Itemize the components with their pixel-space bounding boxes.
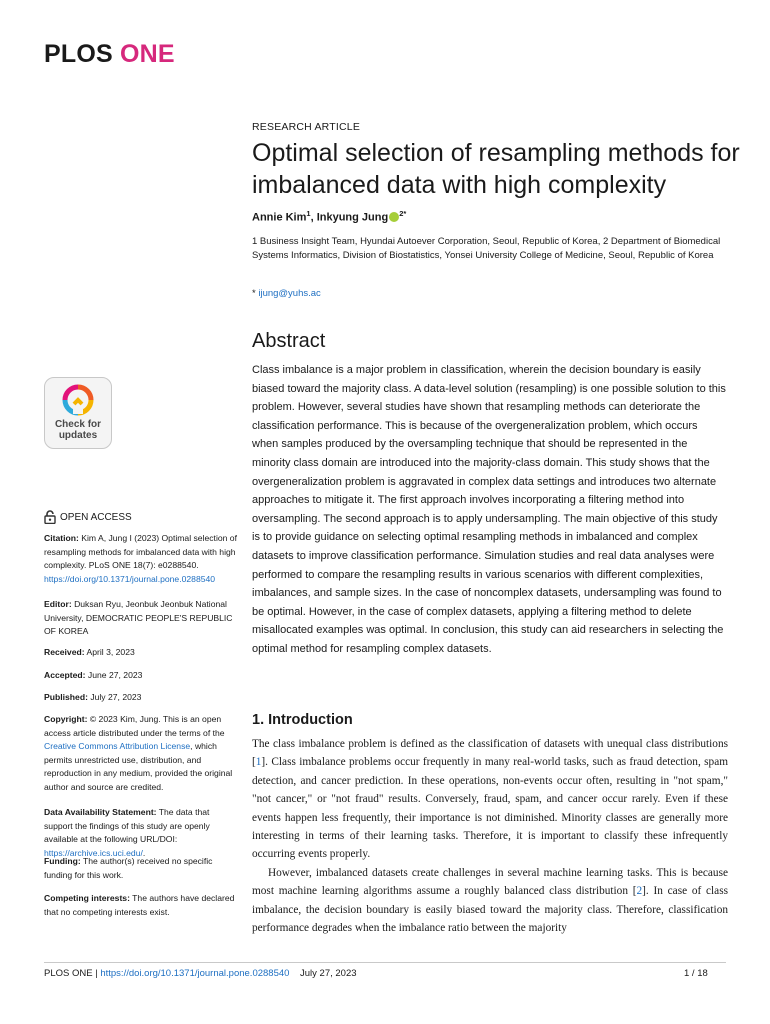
- paragraph-text: However, imbalanced datasets create challenges in several machine learning tasks. This is because most machine learning algorithms assume a roughly balanced class distribution [: [252, 866, 728, 898]
- competing-interests-block: [44, 892, 240, 919]
- logo-plos: PLOS: [44, 40, 113, 68]
- funding-label: Funding:: [44, 856, 81, 866]
- accepted-label: Accepted:: [44, 670, 86, 680]
- editor-block: [44, 598, 240, 639]
- article-title: Optimal selection of resampling methods for imbalanced data with high complexity: [252, 139, 740, 199]
- orcid-icon[interactable]: [389, 212, 399, 222]
- received-date: [44, 646, 240, 660]
- affiliations: 1 Business Insight Team, Hyundai Autoever Corporation, Seoul, Republic of Korea, 2 Department of Biomedical Systems Informatics, Division of Biostatistics, Yonsei University College of Medicine, Seoul, Republic of Korea: [252, 236, 721, 261]
- author-name[interactable]: Inkyung Jung: [316, 211, 389, 224]
- badge-line-1: Check for: [54, 419, 102, 430]
- copyright-text: © 2023 Kim, Jung. This is an open access article distributed under the terms of the: [44, 714, 225, 738]
- citation-text: Kim A, Jung I (2023) Optimal selection of resampling methods for imbalanced data with high complexity. PLoS ONE 18(7): e0288540.: [44, 533, 237, 571]
- check-updates-icon: [62, 384, 94, 416]
- paragraph: [252, 735, 728, 864]
- footer-date: July 27, 2023: [300, 968, 357, 979]
- competing-label: Competing interests:: [44, 893, 130, 903]
- received-value: April 3, 2023: [84, 647, 135, 657]
- footer-journal: PLOS ONE: [44, 968, 93, 979]
- copyright-text-end: , which permits unrestricted use, distribution, and reproduction in any medium, provided the original author and source are credited.: [44, 741, 233, 792]
- published-value: July 27, 2023: [87, 692, 142, 702]
- introduction-body: [252, 735, 728, 937]
- received-label: Received:: [44, 647, 85, 657]
- check-updates-label: [45, 419, 111, 441]
- data-url-link[interactable]: https://archive.ics.uci.edu/: [44, 847, 143, 858]
- email-link[interactable]: ijung@yuhs.ac: [258, 288, 321, 299]
- author-affil-sup: 2*: [399, 209, 407, 218]
- paragraph-text: The class imbalance problem is defined as the classification of datasets with unequal class distributions [: [252, 738, 728, 769]
- published-date: [44, 691, 240, 705]
- email-star: *: [252, 288, 259, 299]
- paragraph-text: ]. In case of class imbalance, the decision boundary is easily biased toward the majority class. Therefore, classification performance degrades when the imbalance ratio between the majority: [252, 885, 728, 935]
- reference-link[interactable]: 1: [255, 756, 262, 769]
- data-availability-block: [44, 806, 240, 860]
- reference-link[interactable]: 2: [636, 885, 643, 898]
- corresponding-email: [252, 288, 321, 299]
- footer-doi-link[interactable]: https://doi.org/10.1371/journal.pone.0288540: [100, 968, 290, 979]
- logo-one: ONE: [120, 40, 175, 68]
- license-link[interactable]: Creative Commons Attribution License: [44, 741, 191, 752]
- paragraph: [252, 864, 728, 938]
- author-separator: ,: [310, 211, 317, 224]
- badge-line-2: updates: [58, 430, 98, 441]
- page-footer: [44, 968, 708, 979]
- footer-divider: [44, 962, 726, 963]
- section-heading-introduction: 1. Introduction: [252, 712, 353, 728]
- open-lock-icon: [44, 510, 56, 524]
- accepted-value: June 27, 2023: [85, 670, 143, 680]
- citation-doi-link[interactable]: https://doi.org/10.1371/journal.pone.0288540: [44, 573, 216, 584]
- copyright-label: Copyright:: [44, 714, 88, 724]
- open-access: [44, 510, 132, 524]
- page-number: 1 / 18: [684, 968, 708, 979]
- data-availability-end: .: [142, 847, 146, 858]
- footer-separator: |: [92, 968, 101, 979]
- article-type: RESEARCH ARTICLE: [252, 121, 361, 133]
- editor-label: Editor:: [44, 599, 72, 609]
- citation-block: [44, 532, 240, 586]
- data-availability-text: The data that support the findings of this study are openly available at the following URL/DOI:: [44, 807, 210, 845]
- editor-text: Duksan Ryu, Jeonbuk Jeonbuk National University, DEMOCRATIC PEOPLE'S REPUBLIC OF KOREA: [44, 599, 233, 637]
- author-affil-sup: 1: [306, 209, 311, 218]
- funding-block: [44, 855, 240, 882]
- author-list: [252, 209, 406, 224]
- author-name[interactable]: Annie Kim: [252, 211, 307, 224]
- citation-label: Citation:: [44, 533, 79, 543]
- journal-logo[interactable]: [44, 40, 175, 69]
- abstract-text: Class imbalance is a major problem in classification, wherein the decision boundary is easily biased toward the majority class. A data-level solution (resampling) is one possible solution to this problem. However, several studies have shown that resampling methods can deteriorate the classification performance. This is because of the overgeneralization problem, which occurs when samples produced by the oversampling technique that should be represented in the minority class domain are introduced into the majority-class domain. This study shows that the overgeneralization problem is aggravated in complex data settings and introduces two alternate approaches to mitigate it. The first approach involves incorporating a filtering method into oversampling. The second approach is to apply undersampling. The main objective of this study is to provide guidance on selecting optimal resampling methods in imbalanced and complex datasets to improve classification performance. Simulation studies and real data analyses were performed to compare the resampling results in various scenarios with different complexities, imbalances, and sample sizes. In the case of noncomplex datasets, undersampling was found to be optimal. However, in the case of complex datasets, applying a filtering method to delete misallocated examples was optimal. In conclusion, this study can aid researchers in selecting the optimal method for resampling complex datasets.: [252, 364, 726, 655]
- funding-text: The author(s) received no specific funding for this work.: [44, 856, 213, 880]
- abstract-heading: Abstract: [252, 330, 326, 352]
- check-for-updates-badge[interactable]: [44, 377, 112, 449]
- open-access-label: OPEN ACCESS: [60, 511, 132, 523]
- accepted-date: [44, 669, 240, 683]
- competing-text: The authors have declared that no competing interests exist.: [44, 893, 235, 917]
- data-availability-label: Data Availability Statement:: [44, 807, 157, 817]
- copyright-block: [44, 713, 240, 795]
- paragraph-text: ]. Class imbalance problems occur frequently in many real-world tasks, such as fraud detection, spam detection, and cancer prediction. In these operations, non-events occur often, resulting in "not spam," "not cancer," or "not fraud" results. Conversely, fraud, spam, and cancer occur rarely. Even if these events happen less frequently, their importance is not diminished. Minority classes are generally more interesting in terms of their learning tasks. Therefore, it is important to classify these infrequently occurring events properly.: [252, 756, 728, 861]
- published-label: Published:: [44, 692, 88, 702]
